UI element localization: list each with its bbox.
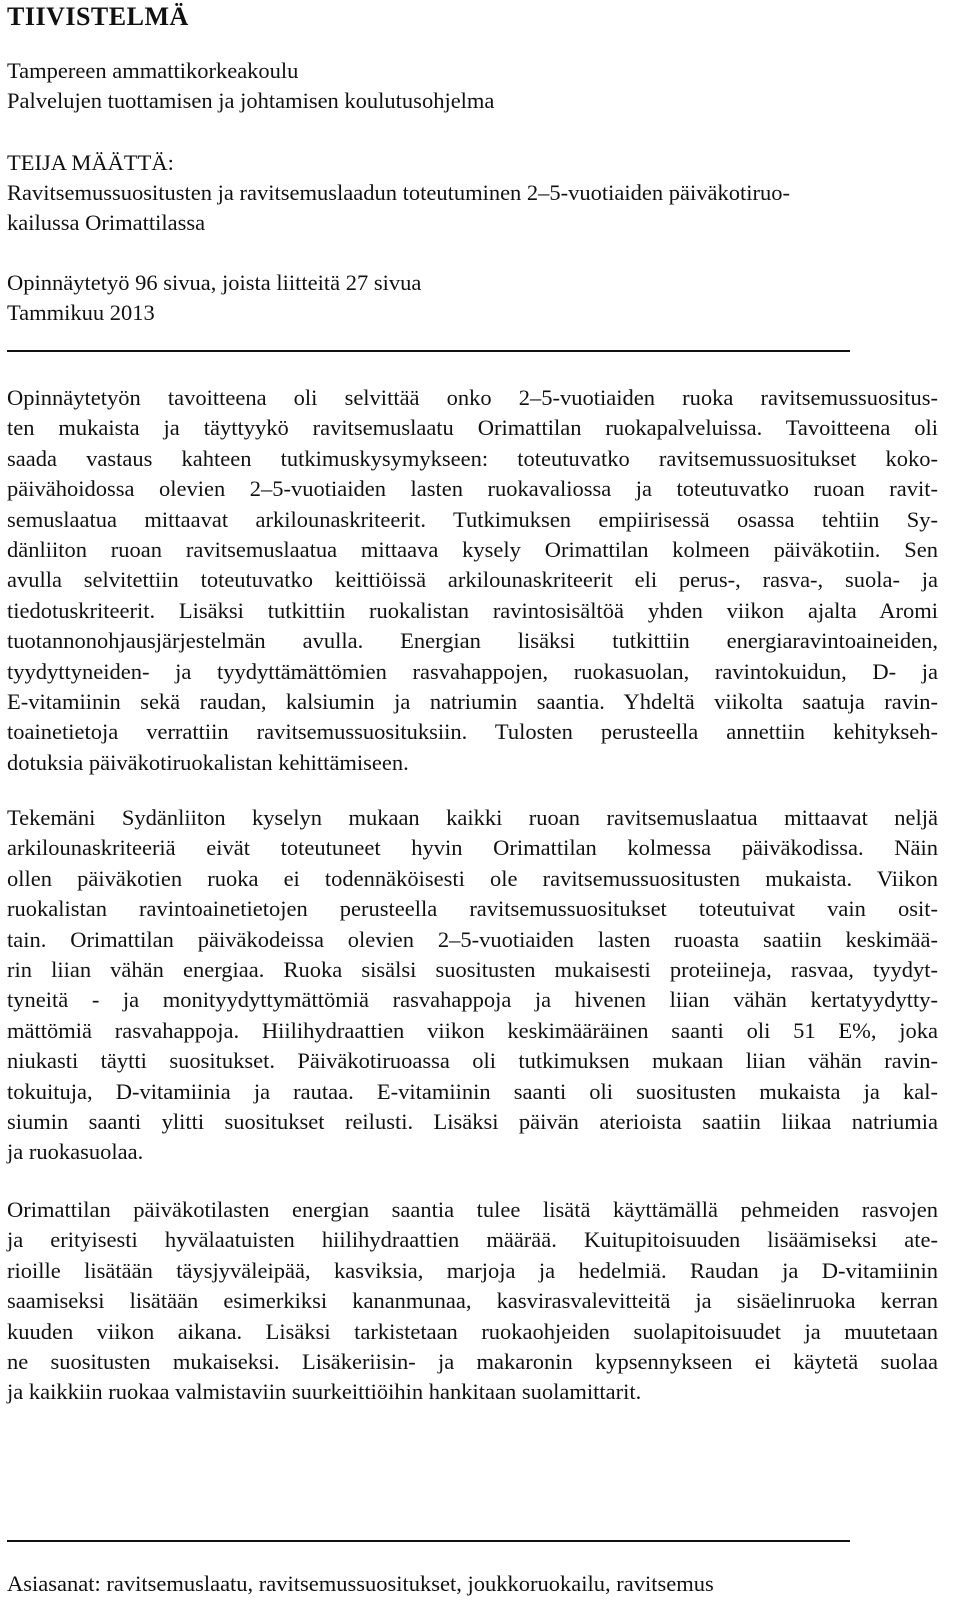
thesis-title-line-2: kailussa Orimattilassa bbox=[7, 210, 206, 235]
text-line: saamiseksi lisätään esimerkiksi kananmunaa, kasvirasvalevitteitä ja sisäelinruoka kerran bbox=[7, 1288, 938, 1314]
text-line: ja kaikkiin ruokaa valmistaviin suurkeittiöihin hankitaan suolamittarit. bbox=[7, 1379, 642, 1405]
text-line: päivähoidossa olevien 2–5-vuotiaiden lasten ruokavaliossa ja toteutuvatko ruoan ravit- bbox=[7, 476, 938, 502]
text-line: tyneitä - ja monityydyttymättömiä rasvahappoja ja hivenen liian vähän kertatyydytty- bbox=[7, 987, 938, 1013]
text-line: Tekemäni Sydänliiton kyselyn mukaan kaikki ruoan ravitsemuslaatua mittaavat neljä bbox=[7, 805, 938, 830]
text-line: ja ruokasuolaa. bbox=[7, 1139, 144, 1165]
text-line: tiedotuskriteerit. Lisäksi tutkittiin ruokalistan ravintosisältöä yhden viikon ajalta Aromi bbox=[7, 597, 938, 623]
thesis-title-line-1: Ravitsemussuositusten ja ravitsemuslaadun toteutuminen 2–5-vuotiaiden päiväkotiruo- bbox=[7, 180, 790, 205]
text-line: E-vitamiinin sekä raudan, kalsiumin ja natriumin saantia. Yhdeltä viikolta saatuja ravin- bbox=[7, 689, 938, 715]
text-line: Opinnäytetyön tavoitteena oli selvittää onko 2–5-vuotiaiden ruoka ravitsemussuositus- bbox=[7, 385, 938, 410]
text-line: dotuksia päiväkotiruokalistan kehittämiseen. bbox=[7, 749, 409, 775]
text-line: kuuden viikon aikana. Lisäksi tarkistetaan ruokaohjeiden suolapitoisuudet ja muutetaan bbox=[7, 1318, 938, 1344]
abstract-paragraph-3 bbox=[7, 1195, 938, 1408]
text-line: rin liian vähän energiaa. Ruoka sisälsi suositusten mukaisesti proteiineja, rasvaa, tyydyt- bbox=[7, 957, 938, 983]
text-line: Orimattilan päiväkotilasten energian saantia tulee lisätä käyttämällä pehmeiden rasvojen bbox=[7, 1197, 938, 1222]
degree-programme: Palvelujen tuottamisen ja johtamisen koulutusohjelma bbox=[7, 88, 495, 113]
keywords: Asiasanat: ravitsemuslaatu, ravitsemussuositukset, joukkoruokailu, ravitsemus bbox=[7, 1571, 714, 1596]
text-line: ruokalistan ravintoainetietojen perusteella ravitsemussuositukset toteutuivat vain osit- bbox=[7, 896, 938, 922]
text-line: niukasti täytti suositukset. Päiväkotiruoassa oli tutkimuksen mukaan liian vähän ravin- bbox=[7, 1048, 938, 1074]
date: Tammikuu 2013 bbox=[7, 300, 155, 325]
text-line: semuslaatua mittaavat arkilounaskriteerit. Tutkimuksen empiirisessä osassa tehtiin Sy- bbox=[7, 506, 938, 532]
pages-info: Opinnäytetyö 96 sivua, joista liitteitä 27 sivua bbox=[7, 270, 422, 295]
institution: Tampereen ammattikorkeakoulu bbox=[7, 58, 299, 83]
abstract-paragraph-2 bbox=[7, 803, 938, 1168]
text-line: mättömiä rasvahappoja. Hiilihydraattien viikon keskimääräinen saanti oli 51 E%, joka bbox=[7, 1017, 938, 1043]
text-line: avulla selvitettiin toteutuvatko keittiöissä arkilounaskriteerit eli perus-, rasva-, suola- ja bbox=[7, 567, 938, 593]
text-line: saada vastaus kahteen tutkimuskysymykseen: toteutuvatko ravitsemussuositukset koko- bbox=[7, 445, 938, 471]
text-line: tuotannonohjausjärjestelmän avulla. Energian lisäksi tutkittiin energiaravintoaineiden, bbox=[7, 628, 938, 654]
separator-rule-bottom bbox=[7, 1540, 850, 1542]
text-line: siumin saanti ylitti suositukset reilusti. Lisäksi päivän aterioista saatiin liikaa natriumia bbox=[7, 1109, 938, 1135]
title: TIIVISTELMÄ bbox=[7, 2, 189, 31]
abstract-paragraph-1 bbox=[7, 383, 938, 778]
text-line: ja erityisesti hyvälaatuisten hiilihydraattien määrää. Kuitupitoisuuden lisäämiseksi ate- bbox=[7, 1227, 938, 1253]
text-line: dänliiton ruoan ravitsemuslaatua mittaava kysely Orimattilan kolmeen päiväkotiin. Sen bbox=[7, 537, 938, 563]
text-line: ne suositusten mukaiseksi. Lisäkeriisin- ja makaronin kypsennykseen ei käytetä suolaa bbox=[7, 1349, 938, 1375]
separator-rule bbox=[7, 350, 850, 352]
author: TEIJA MÄÄTTÄ: bbox=[7, 150, 174, 175]
text-line: tyydyttyneiden- ja tyydyttämättömien rasvahappojen, ruokasuolan, ravintokuidun, D- ja bbox=[7, 658, 938, 684]
text-line: tokuituja, D-vitamiinia ja rautaa. E-vitamiinin saanti oli suositusten mukaista ja kal- bbox=[7, 1078, 938, 1104]
text-line: toainetietoja verrattiin ravitsemussuosituksiin. Tulosten perusteella annettiin kehitykseh- bbox=[7, 719, 938, 745]
text-line: ten mukaista ja täyttyykö ravitsemuslaatu Orimattilan ruokapalveluissa. Tavoitteena oli bbox=[7, 415, 938, 441]
text-line: arkilounaskriteeriä eivät toteutuneet hyvin Orimattilan kolmessa päiväkodissa. Näin bbox=[7, 835, 938, 861]
text-line: ollen päiväkotien ruoka ei todennäköisesti ole ravitsemussuositusten mukaista. Viikon bbox=[7, 865, 938, 891]
text-line: rioille lisätään täysjyväleipää, kasviksia, marjoja ja hedelmiä. Raudan ja D-vitamiinin bbox=[7, 1257, 938, 1283]
text-line: tain. Orimattilan päiväkodeissa olevien 2–5-vuotiaiden lasten ruoasta saatiin keskimää- bbox=[7, 926, 938, 952]
